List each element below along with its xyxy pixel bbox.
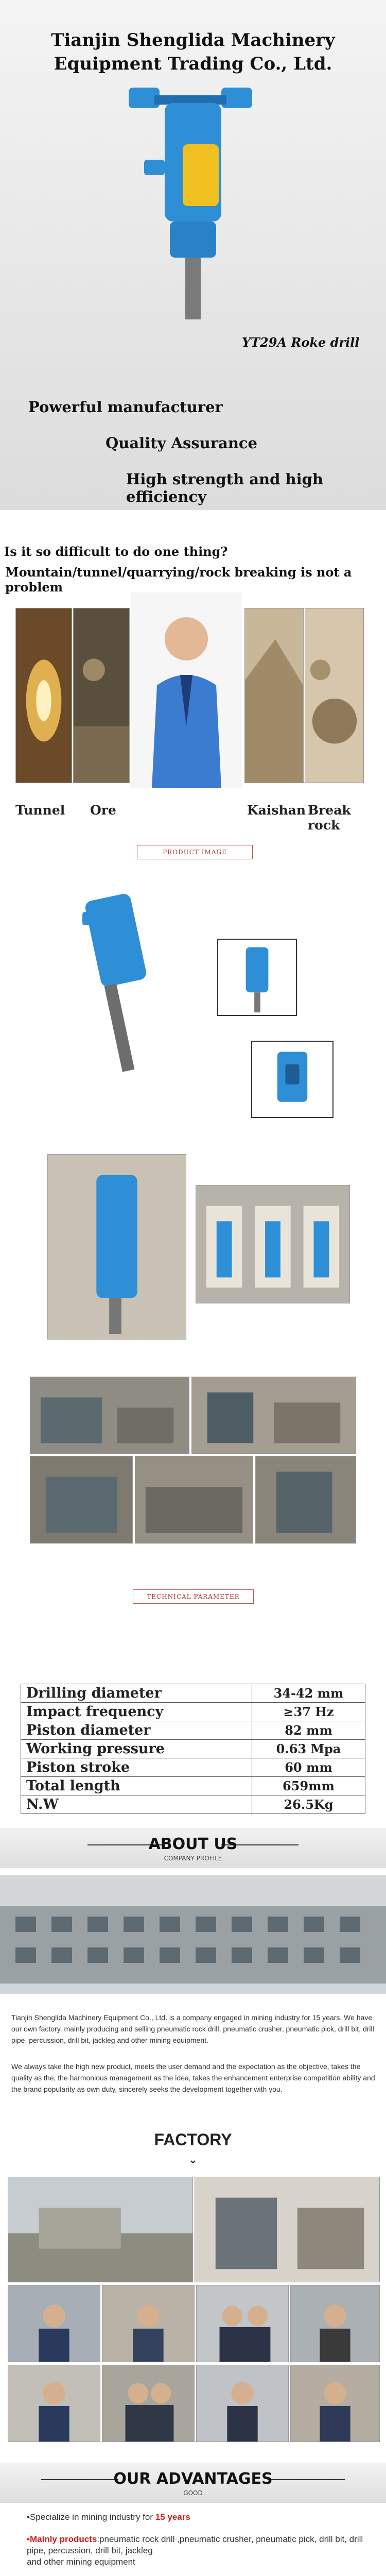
kaishan-photo xyxy=(244,608,304,783)
about-paragraph-2: We always take the high new product, meets the user demand and the expectation as the objective, takes the quality as the, the harmonious management as the idea, takes the enhancement enterprise competition ability and the brand popularity as own duty, sincerely seeks the development together with you. xyxy=(11,2062,375,2093)
factory-title: FACTORY xyxy=(154,2130,232,2149)
slogan-3: High strength and high efficiency xyxy=(126,470,323,505)
break-rock-photo xyxy=(305,608,364,783)
advantage-highlight: 15 years xyxy=(155,2512,190,2522)
product-name: YT29A Roke drill xyxy=(242,335,360,350)
spec-value: 60 mm xyxy=(252,1758,365,1777)
problem-question: Is it so difficult to do one thing? xyxy=(4,544,228,559)
spec-row xyxy=(21,1721,365,1740)
label-break-rock: Break rock xyxy=(308,803,351,833)
spec-name: N.W xyxy=(21,1795,252,1814)
spec-name: Drilling diameter xyxy=(21,1684,252,1703)
problem-subtitle: Mountain/tunnel/quarrying/rock breaking is not a problem xyxy=(5,565,352,595)
advantage-highlight: •Mainly products xyxy=(27,2534,97,2544)
spec-name: Impact frequency xyxy=(21,1703,252,1721)
advantage-item-2 xyxy=(27,2534,366,2568)
factory-photo-1 xyxy=(30,1377,189,1454)
spec-row xyxy=(21,1795,365,1814)
product-main-image xyxy=(67,891,170,1077)
advantage-text: •Specialize in mining industry for xyxy=(27,2512,155,2522)
advantages-title: OUR ADVANTAGES xyxy=(113,2470,273,2488)
advantage-item-1 xyxy=(27,2512,190,2523)
factory-grid-photo-9 xyxy=(196,2365,289,2442)
about-title: ABOUT US xyxy=(148,1835,238,1853)
label-kaishan: Kaishan xyxy=(247,803,306,818)
about-header xyxy=(0,1828,386,1868)
factory-grid-photo-4 xyxy=(102,2285,195,2362)
company-name-line1: Tianjin Shenglida Machinery xyxy=(51,30,335,50)
technical-parameter-label: TECHNICAL PARAMETER xyxy=(133,1589,254,1604)
factory-grid-photo-7 xyxy=(8,2365,100,2442)
advantage-text: :pneumatic rock drill ,pneumatic crusher, pneumatic pick, drill bit, drill pipe, percussion, drill bit, jackleg xyxy=(27,2534,363,2555)
advantages-header xyxy=(0,2463,386,2503)
factory-grid-photo-6 xyxy=(290,2285,380,2362)
factory-grid-photo-1 xyxy=(8,2177,193,2282)
spec-row xyxy=(21,1740,365,1758)
advantages-subtitle: GOOD xyxy=(183,2489,203,2497)
hero-drill-image xyxy=(108,82,273,325)
spec-name: Working pressure xyxy=(21,1740,252,1758)
slogan-1: Powerful manufacturer xyxy=(28,398,223,416)
label-ore: Ore xyxy=(90,803,116,818)
factory-photo-2 xyxy=(191,1377,356,1454)
factory-grid-photo-3 xyxy=(8,2285,100,2362)
product-thumb-1[interactable] xyxy=(217,939,297,1016)
spec-row xyxy=(21,1758,365,1777)
factory-grid-photo-5 xyxy=(196,2285,289,2362)
factory-photo-3 xyxy=(30,1456,133,1544)
spec-row xyxy=(21,1777,365,1795)
tunnel-photo xyxy=(15,608,72,783)
product-photo-packaging xyxy=(196,1185,350,1303)
slogan-2: Quality Assurance xyxy=(106,434,258,452)
spec-value: 659mm xyxy=(252,1777,365,1795)
spec-name: Piston diameter xyxy=(21,1721,252,1740)
about-subtitle: COMPANY PROFILE xyxy=(164,1855,222,1862)
spec-value: 0.63 Mpa xyxy=(252,1740,365,1758)
spec-name: Piston stroke xyxy=(21,1758,252,1777)
advantage-text: and other mining equipment xyxy=(27,2557,135,2567)
factory-photo-4 xyxy=(135,1456,253,1544)
factory-photo-5 xyxy=(255,1456,356,1544)
product-thumb-2[interactable] xyxy=(251,1041,334,1118)
product-image-label: PRODUCT IMAGE xyxy=(137,845,253,859)
spec-row xyxy=(21,1703,365,1721)
label-tunnel: Tunnel xyxy=(15,803,65,818)
product-photo-warehouse xyxy=(47,1154,186,1340)
company-name-line2: Equipment Trading Co., Ltd. xyxy=(54,54,332,74)
ore-photo xyxy=(73,608,130,783)
about-paragraph-1: Tianjin Shenglida Machinery Equipment Co., Ltd. is a company engaged in mining industry for 15 years. We have our own factory, mainly producing and selling pneumatic rock drill, pneumatic crusher, pneumatic pick, drill bit, drill pipe, percussion, drill bit, jackleg and other mining equipment. xyxy=(11,2013,374,2044)
spec-value: 82 mm xyxy=(252,1721,365,1740)
spec-name: Total length xyxy=(21,1777,252,1795)
spec-table xyxy=(21,1684,365,1814)
businessman-photo xyxy=(131,592,242,788)
spec-value: 34-42 mm xyxy=(252,1684,365,1703)
spec-row xyxy=(21,1684,365,1703)
spec-value: ≥37 Hz xyxy=(252,1703,365,1721)
factory-grid-photo-2 xyxy=(195,2177,380,2282)
factory-grid-photo-10 xyxy=(290,2365,380,2442)
chevron-down-icon: ⌄ xyxy=(188,2154,198,2166)
spec-value: 26.5Kg xyxy=(252,1795,365,1814)
company-building-photo xyxy=(0,1875,386,1994)
factory-grid-photo-8 xyxy=(102,2365,195,2442)
